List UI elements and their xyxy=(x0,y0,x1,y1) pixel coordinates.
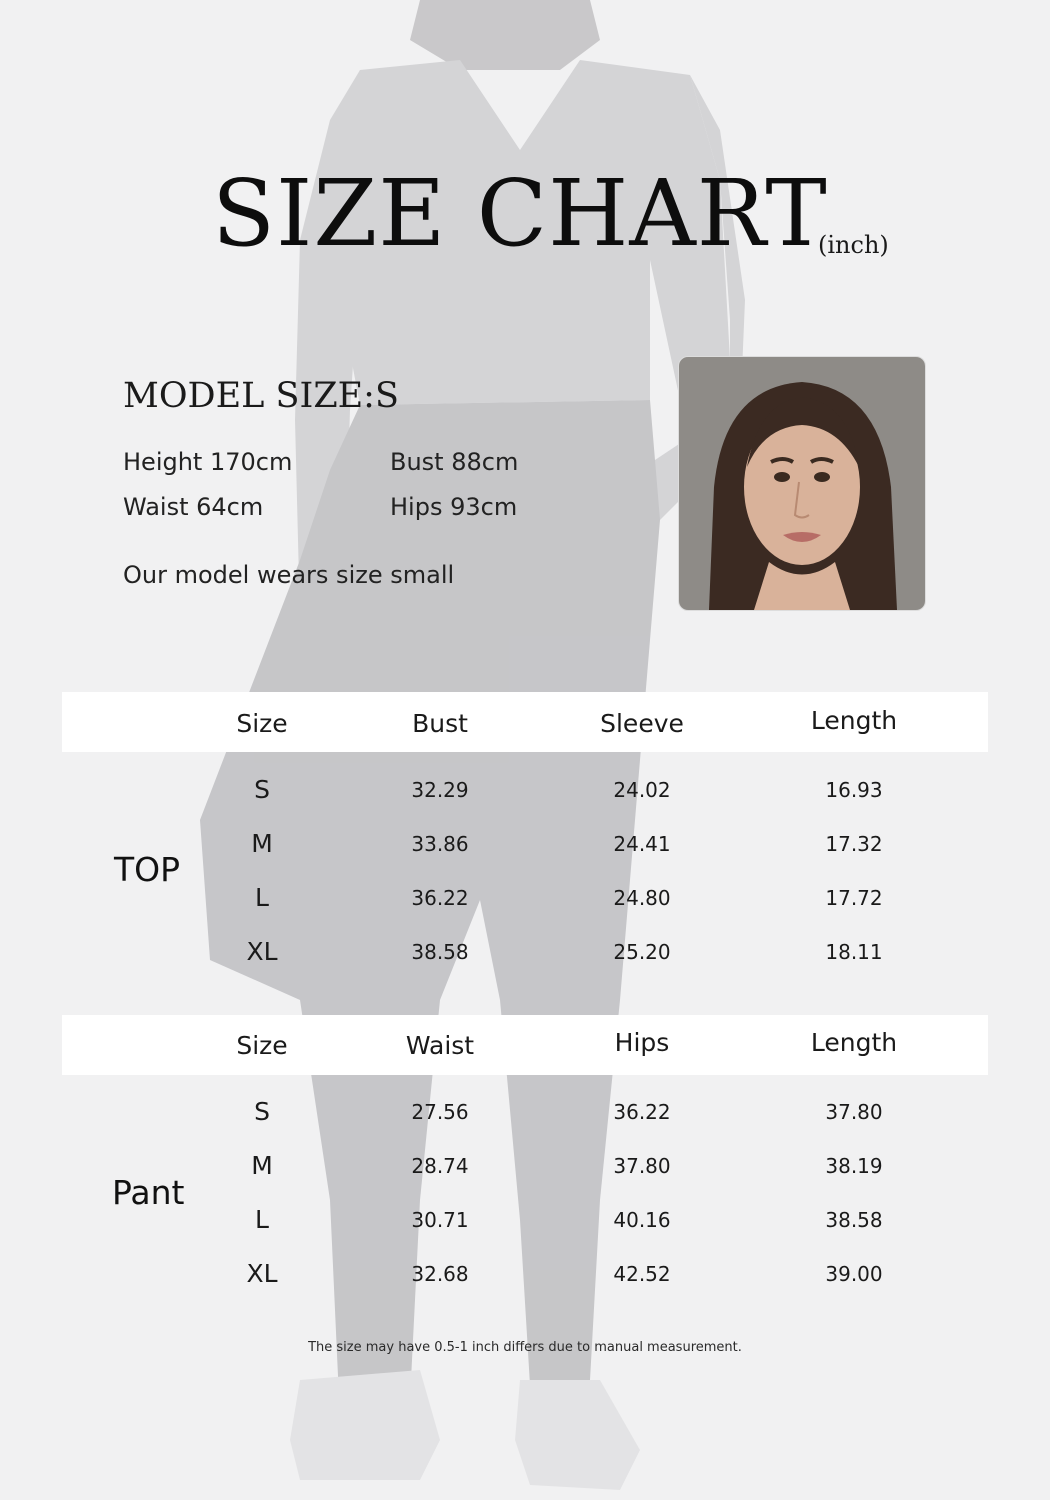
model-size-heading: MODEL SIZE:S xyxy=(123,376,399,416)
size-cell: XL xyxy=(246,937,278,966)
model-waist: Waist 64cm xyxy=(123,493,264,521)
unit-label: (inch) xyxy=(818,231,889,259)
bust-cell: 38.58 xyxy=(411,940,469,964)
hips-cell: 42.52 xyxy=(613,1262,671,1286)
top-header-length: Length xyxy=(810,706,898,735)
length-cell: 38.58 xyxy=(825,1208,883,1232)
waist-cell: 28.74 xyxy=(411,1154,469,1178)
sleeve-cell: 24.02 xyxy=(613,778,671,802)
length-cell: 17.72 xyxy=(825,886,883,910)
size-cell: L xyxy=(255,1205,269,1234)
top-header-bust: Bust xyxy=(412,709,468,738)
pant-category-label: Pant xyxy=(112,1173,185,1212)
hips-cell: 36.22 xyxy=(613,1100,671,1124)
size-cell: L xyxy=(255,883,269,912)
measurement-footnote: The size may have 0.5-1 inch differs due to manual measurement. xyxy=(308,1340,742,1355)
waist-cell: 27.56 xyxy=(411,1100,469,1124)
model-hips: Hips 93cm xyxy=(390,493,518,521)
length-cell: 18.11 xyxy=(825,940,883,964)
waist-cell: 32.68 xyxy=(411,1262,469,1286)
pant-header-length: Length xyxy=(810,1028,898,1057)
model-bust: Bust 88cm xyxy=(390,448,519,476)
pant-header-size: Size xyxy=(236,1031,288,1060)
model-note: Our model wears size small xyxy=(123,561,455,589)
top-category-label: TOP xyxy=(114,850,181,889)
size-cell: XL xyxy=(246,1259,278,1288)
top-header-sleeve: Sleeve xyxy=(600,709,684,738)
size-cell: M xyxy=(251,829,273,858)
pant-header-waist: Waist xyxy=(405,1031,475,1060)
model-height: Height 170cm xyxy=(123,448,293,476)
length-cell: 37.80 xyxy=(825,1100,883,1124)
top-header-size: Size xyxy=(236,709,288,738)
hips-cell: 40.16 xyxy=(613,1208,671,1232)
sleeve-cell: 25.20 xyxy=(613,940,671,964)
size-cell: S xyxy=(254,1097,270,1126)
length-cell: 16.93 xyxy=(825,778,883,802)
model-portrait-image xyxy=(678,356,926,611)
bust-cell: 32.29 xyxy=(411,778,469,802)
sleeve-cell: 24.80 xyxy=(613,886,671,910)
bust-cell: 36.22 xyxy=(411,886,469,910)
hips-cell: 37.80 xyxy=(613,1154,671,1178)
length-cell: 17.32 xyxy=(825,832,883,856)
size-cell: M xyxy=(251,1151,273,1180)
length-cell: 38.19 xyxy=(825,1154,883,1178)
page-title: SIZE CHART xyxy=(212,160,828,267)
length-cell: 39.00 xyxy=(825,1262,883,1286)
waist-cell: 30.71 xyxy=(411,1208,469,1232)
bust-cell: 33.86 xyxy=(411,832,469,856)
size-cell: S xyxy=(254,775,270,804)
pant-header-hips: Hips xyxy=(614,1028,670,1057)
sleeve-cell: 24.41 xyxy=(613,832,671,856)
